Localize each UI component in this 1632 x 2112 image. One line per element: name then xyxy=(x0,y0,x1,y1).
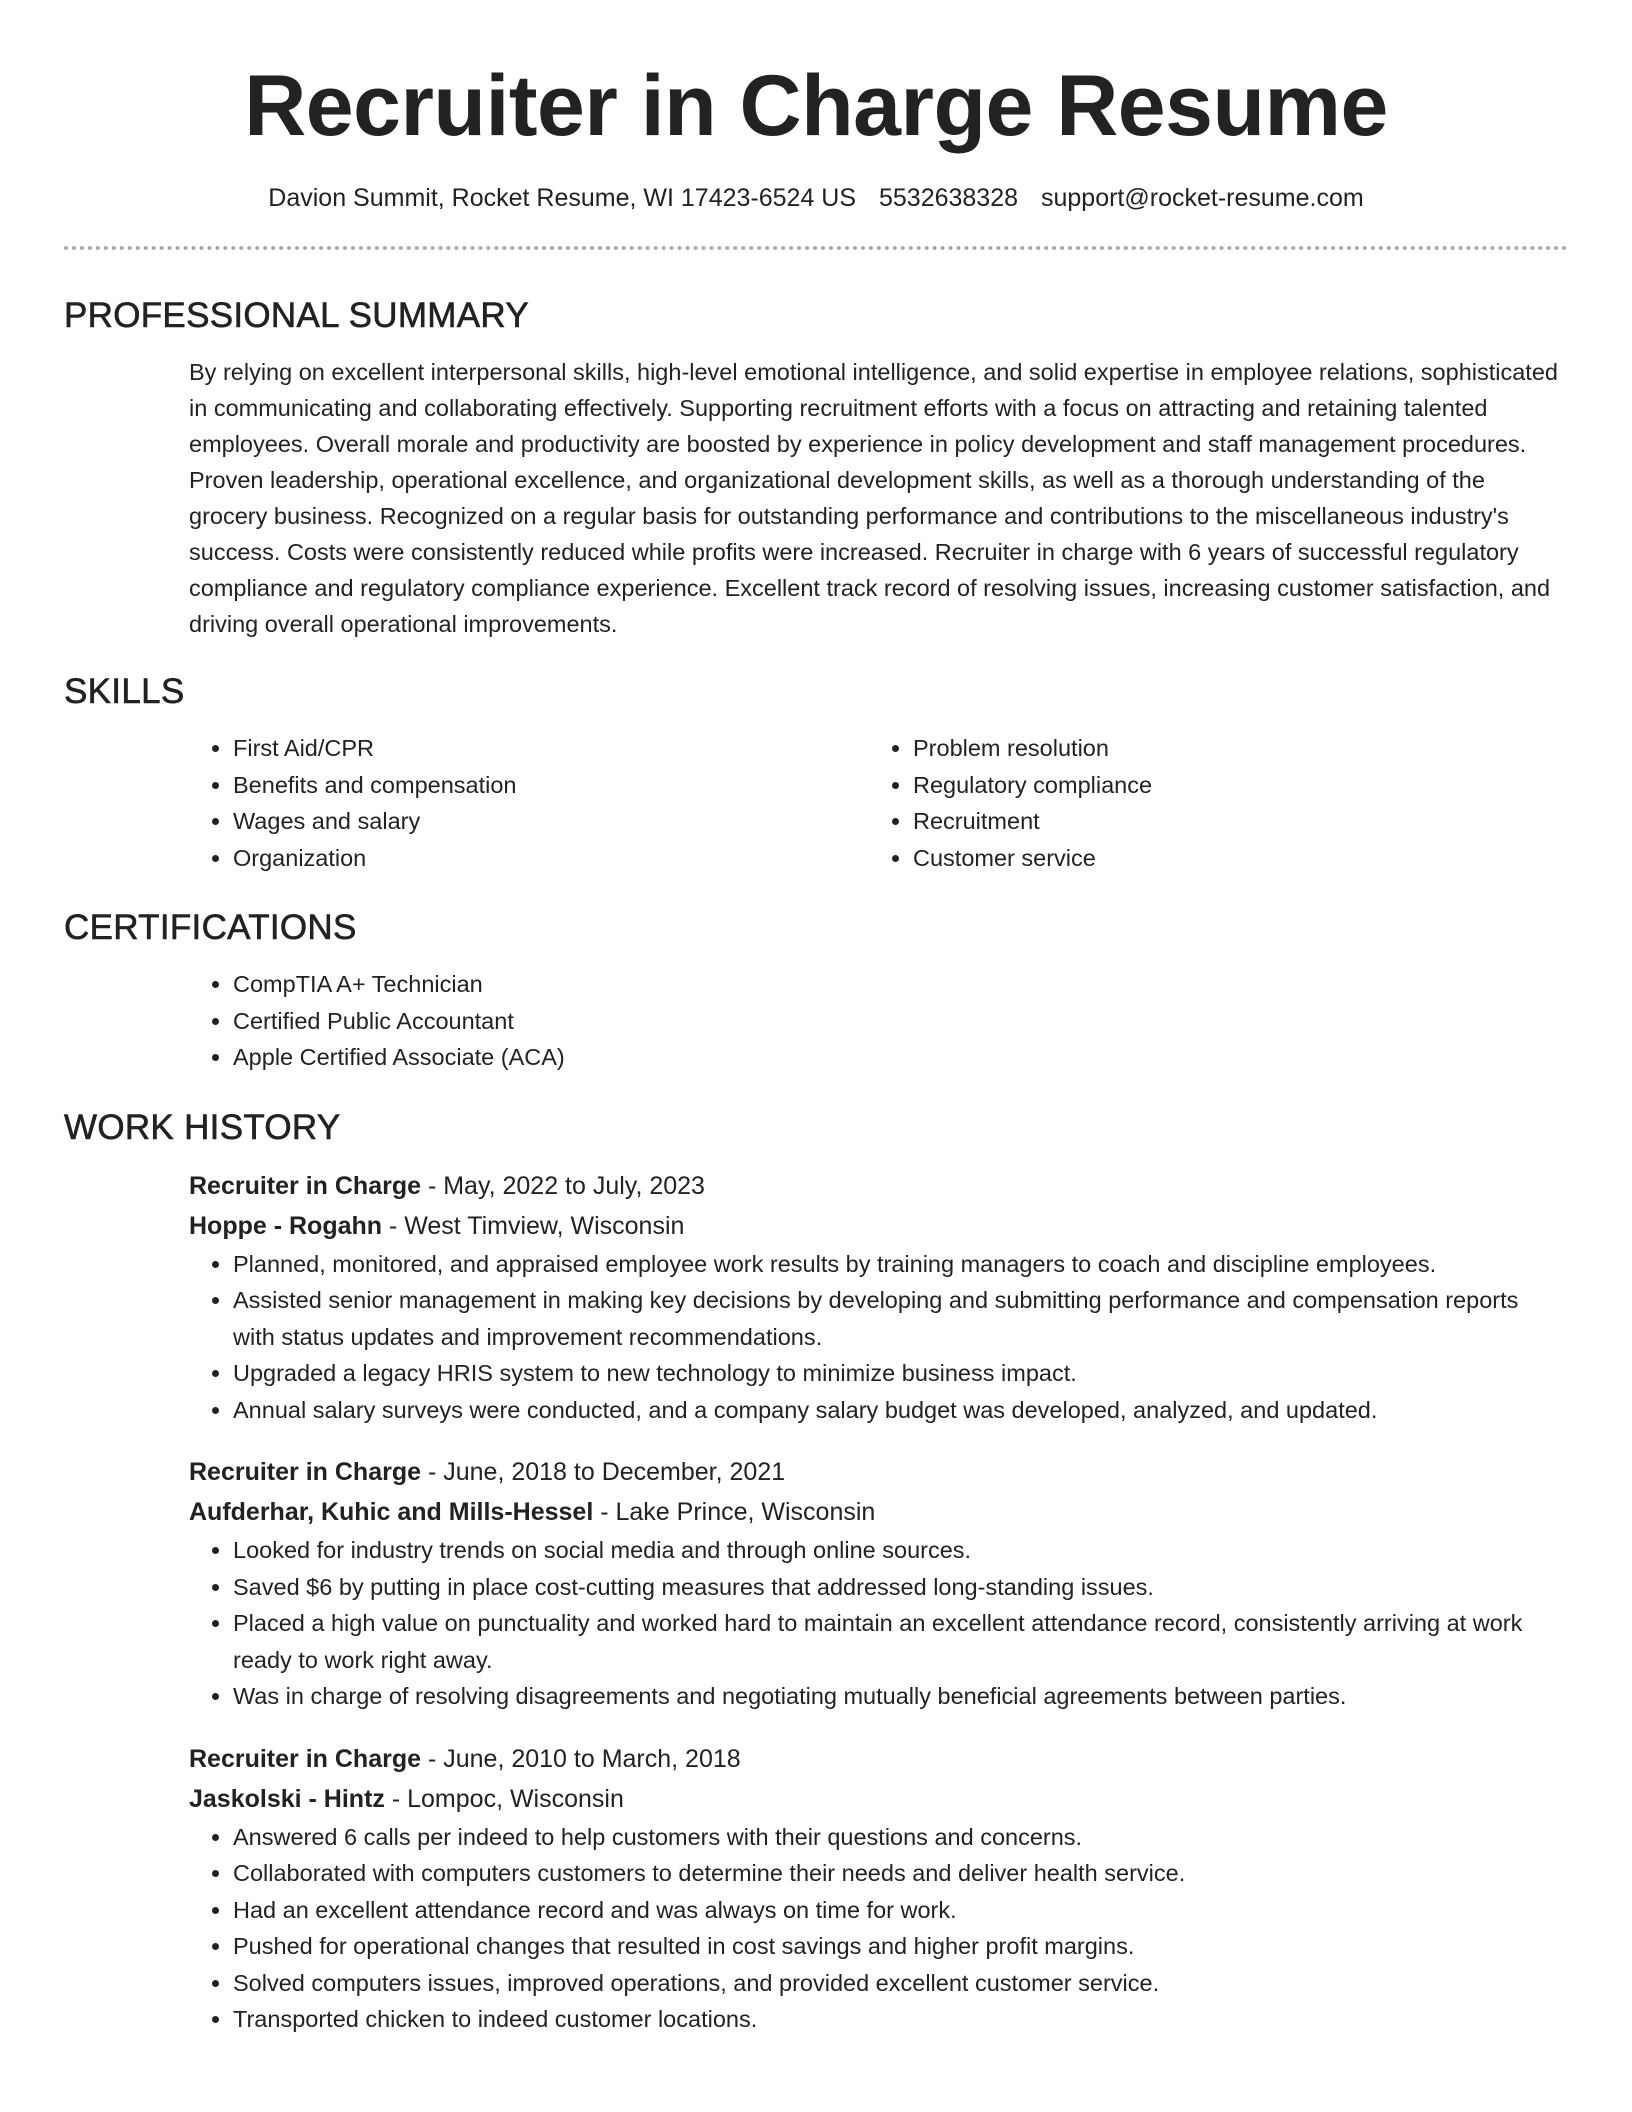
certifications-list-wrap xyxy=(189,966,1568,1076)
job-bullet: • Solved computers issues, improved operations, and provided excellent customer service. xyxy=(233,1965,1568,2002)
certification-item: • Apple Certified Associate (ACA) xyxy=(233,1039,1568,1076)
skill-item: • Benefits and compensation xyxy=(233,767,869,804)
job-dates: - June, 2010 to March, 2018 xyxy=(421,1744,741,1773)
job-company-line xyxy=(189,1492,1568,1532)
job-bullet: • Collaborated with computers customers to determine their needs and deliver health service. xyxy=(233,1855,1568,1892)
job-entry xyxy=(189,1452,1568,1715)
job-bullet: • Was in charge of resolving disagreements and negotiating mutually beneficial agreements between parties. xyxy=(233,1678,1568,1715)
work-history-section xyxy=(64,1106,1568,2038)
job-company: Hoppe - Rogahn xyxy=(189,1211,383,1240)
skills-column-left xyxy=(189,730,869,876)
job-location: - West Timview, Wisconsin xyxy=(382,1211,685,1240)
contact-phone: 5532638328 xyxy=(878,184,1019,212)
certifications-section xyxy=(64,906,1568,1076)
skill-item: • Wages and salary xyxy=(233,803,869,840)
job-title: Recruiter in Charge xyxy=(189,1171,422,1200)
job-bullet: • Answered 6 calls per indeed to help customers with their questions and concerns. xyxy=(233,1819,1568,1856)
skill-item: • Recruitment xyxy=(913,803,1549,840)
job-title-line xyxy=(189,1452,1568,1492)
job-bullet: • Assisted senior management in making key decisions by developing and submitting performance and compensation reports with status updates and improvement recommendations. xyxy=(233,1282,1568,1355)
job-bullet: • Saved $6 by putting in place cost-cutting measures that addressed long-standing issues. xyxy=(233,1569,1568,1606)
job-bullet: • Looked for industry trends on social media and through online sources. xyxy=(233,1532,1568,1569)
summary-text: By relying on excellent interpersonal skills, high-level emotional intelligence, and solid expertise in employee relations, sophisticated in communicating and collaborating effectively. Supporting recruitment efforts with a focus on attracting and retaining talented employees. Overall morale and productivity are boosted by experience in policy development and staff management procedures. Proven leadership, operational excellence, and organizational development skills, as well as a thorough understanding of the grocery business. Recognized on a regular basis for outstanding performance and contributions to the miscellaneous industry's success. Costs were consistently reduced while profits were increased. Recruiter in charge with 6 years of successful regulatory compliance and regulatory compliance experience. Excellent track record of resolving issues, increasing customer satisfaction, and driving overall operational improvements. xyxy=(189,359,1558,637)
certifications-heading: CERTIFICATIONS xyxy=(64,908,357,947)
work-history-heading: WORK HISTORY xyxy=(64,1107,341,1147)
job-bullet: • Had an excellent attendance record and was always on time for work. xyxy=(233,1892,1568,1929)
job-entry xyxy=(189,1739,1568,2038)
job-company-line xyxy=(189,1206,1568,1246)
job-bullet: • Placed a high value on punctuality and worked hard to maintain an excellent attendance record, consistently arriving at work ready to work right away. xyxy=(233,1605,1568,1678)
job-bullet: • Pushed for operational changes that resulted in cost savings and higher profit margins. xyxy=(233,1928,1568,1965)
contact-address: Davion Summit, Rocket Resume, WI 17423-6524 US xyxy=(268,184,857,212)
job-bullet: • Upgraded a legacy HRIS system to new technology to minimize business impact. xyxy=(233,1355,1568,1392)
header-divider xyxy=(64,246,1568,250)
skills-list-right xyxy=(869,730,1549,876)
skills-heading: SKILLS xyxy=(64,672,185,711)
job-bullet-list xyxy=(189,1819,1568,2038)
summary-heading: PROFESSIONAL SUMMARY xyxy=(64,296,529,335)
skill-item: • First Aid/CPR xyxy=(233,730,869,767)
job-company: Jaskolski - Hintz xyxy=(189,1784,385,1813)
job-bullet: • Planned, monitored, and appraised employee work results by training managers to coach and discipline employees. xyxy=(233,1246,1568,1283)
job-dates: - May, 2022 to July, 2023 xyxy=(421,1171,705,1200)
job-title-line xyxy=(189,1166,1568,1206)
skill-item: • Regulatory compliance xyxy=(913,767,1549,804)
job-company-line xyxy=(189,1779,1568,1819)
job-title: Recruiter in Charge xyxy=(189,1744,422,1773)
job-entry xyxy=(189,1166,1568,1429)
job-location: - Lake Prince, Wisconsin xyxy=(593,1498,876,1526)
skills-list-left xyxy=(189,730,869,876)
job-title-line xyxy=(189,1739,1568,1779)
skill-item: • Customer service xyxy=(913,840,1549,877)
job-dates: - June, 2018 to December, 2021 xyxy=(421,1458,786,1486)
certification-item: • CompTIA A+ Technician xyxy=(233,966,1568,1003)
summary-section xyxy=(64,294,1568,642)
job-bullet: • Annual salary surveys were conducted, and a company salary budget was developed, analyzed, and updated. xyxy=(233,1392,1568,1429)
job-bullet-list xyxy=(189,1532,1568,1715)
job-bullet: • Transported chicken to indeed customer locations. xyxy=(233,2001,1568,2038)
job-location: - Lompoc, Wisconsin xyxy=(384,1784,624,1813)
skills-grid xyxy=(189,730,1568,876)
certifications-list xyxy=(189,966,1568,1076)
contact-email[interactable]: support@rocket-resume.com xyxy=(1040,184,1364,212)
skills-column-right xyxy=(869,730,1549,876)
job-title: Recruiter in Charge xyxy=(189,1458,422,1486)
contact-info xyxy=(64,182,1568,214)
skill-item: • Problem resolution xyxy=(913,730,1549,767)
resume-title: Recruiter in Charge Resume xyxy=(244,58,1388,154)
job-company: Aufderhar, Kuhic and Mills-Hessel xyxy=(189,1498,594,1526)
job-bullet-list xyxy=(189,1246,1568,1429)
skill-item: • Organization xyxy=(233,840,869,877)
skills-section xyxy=(64,670,1568,876)
certification-item: • Certified Public Accountant xyxy=(233,1003,1568,1040)
